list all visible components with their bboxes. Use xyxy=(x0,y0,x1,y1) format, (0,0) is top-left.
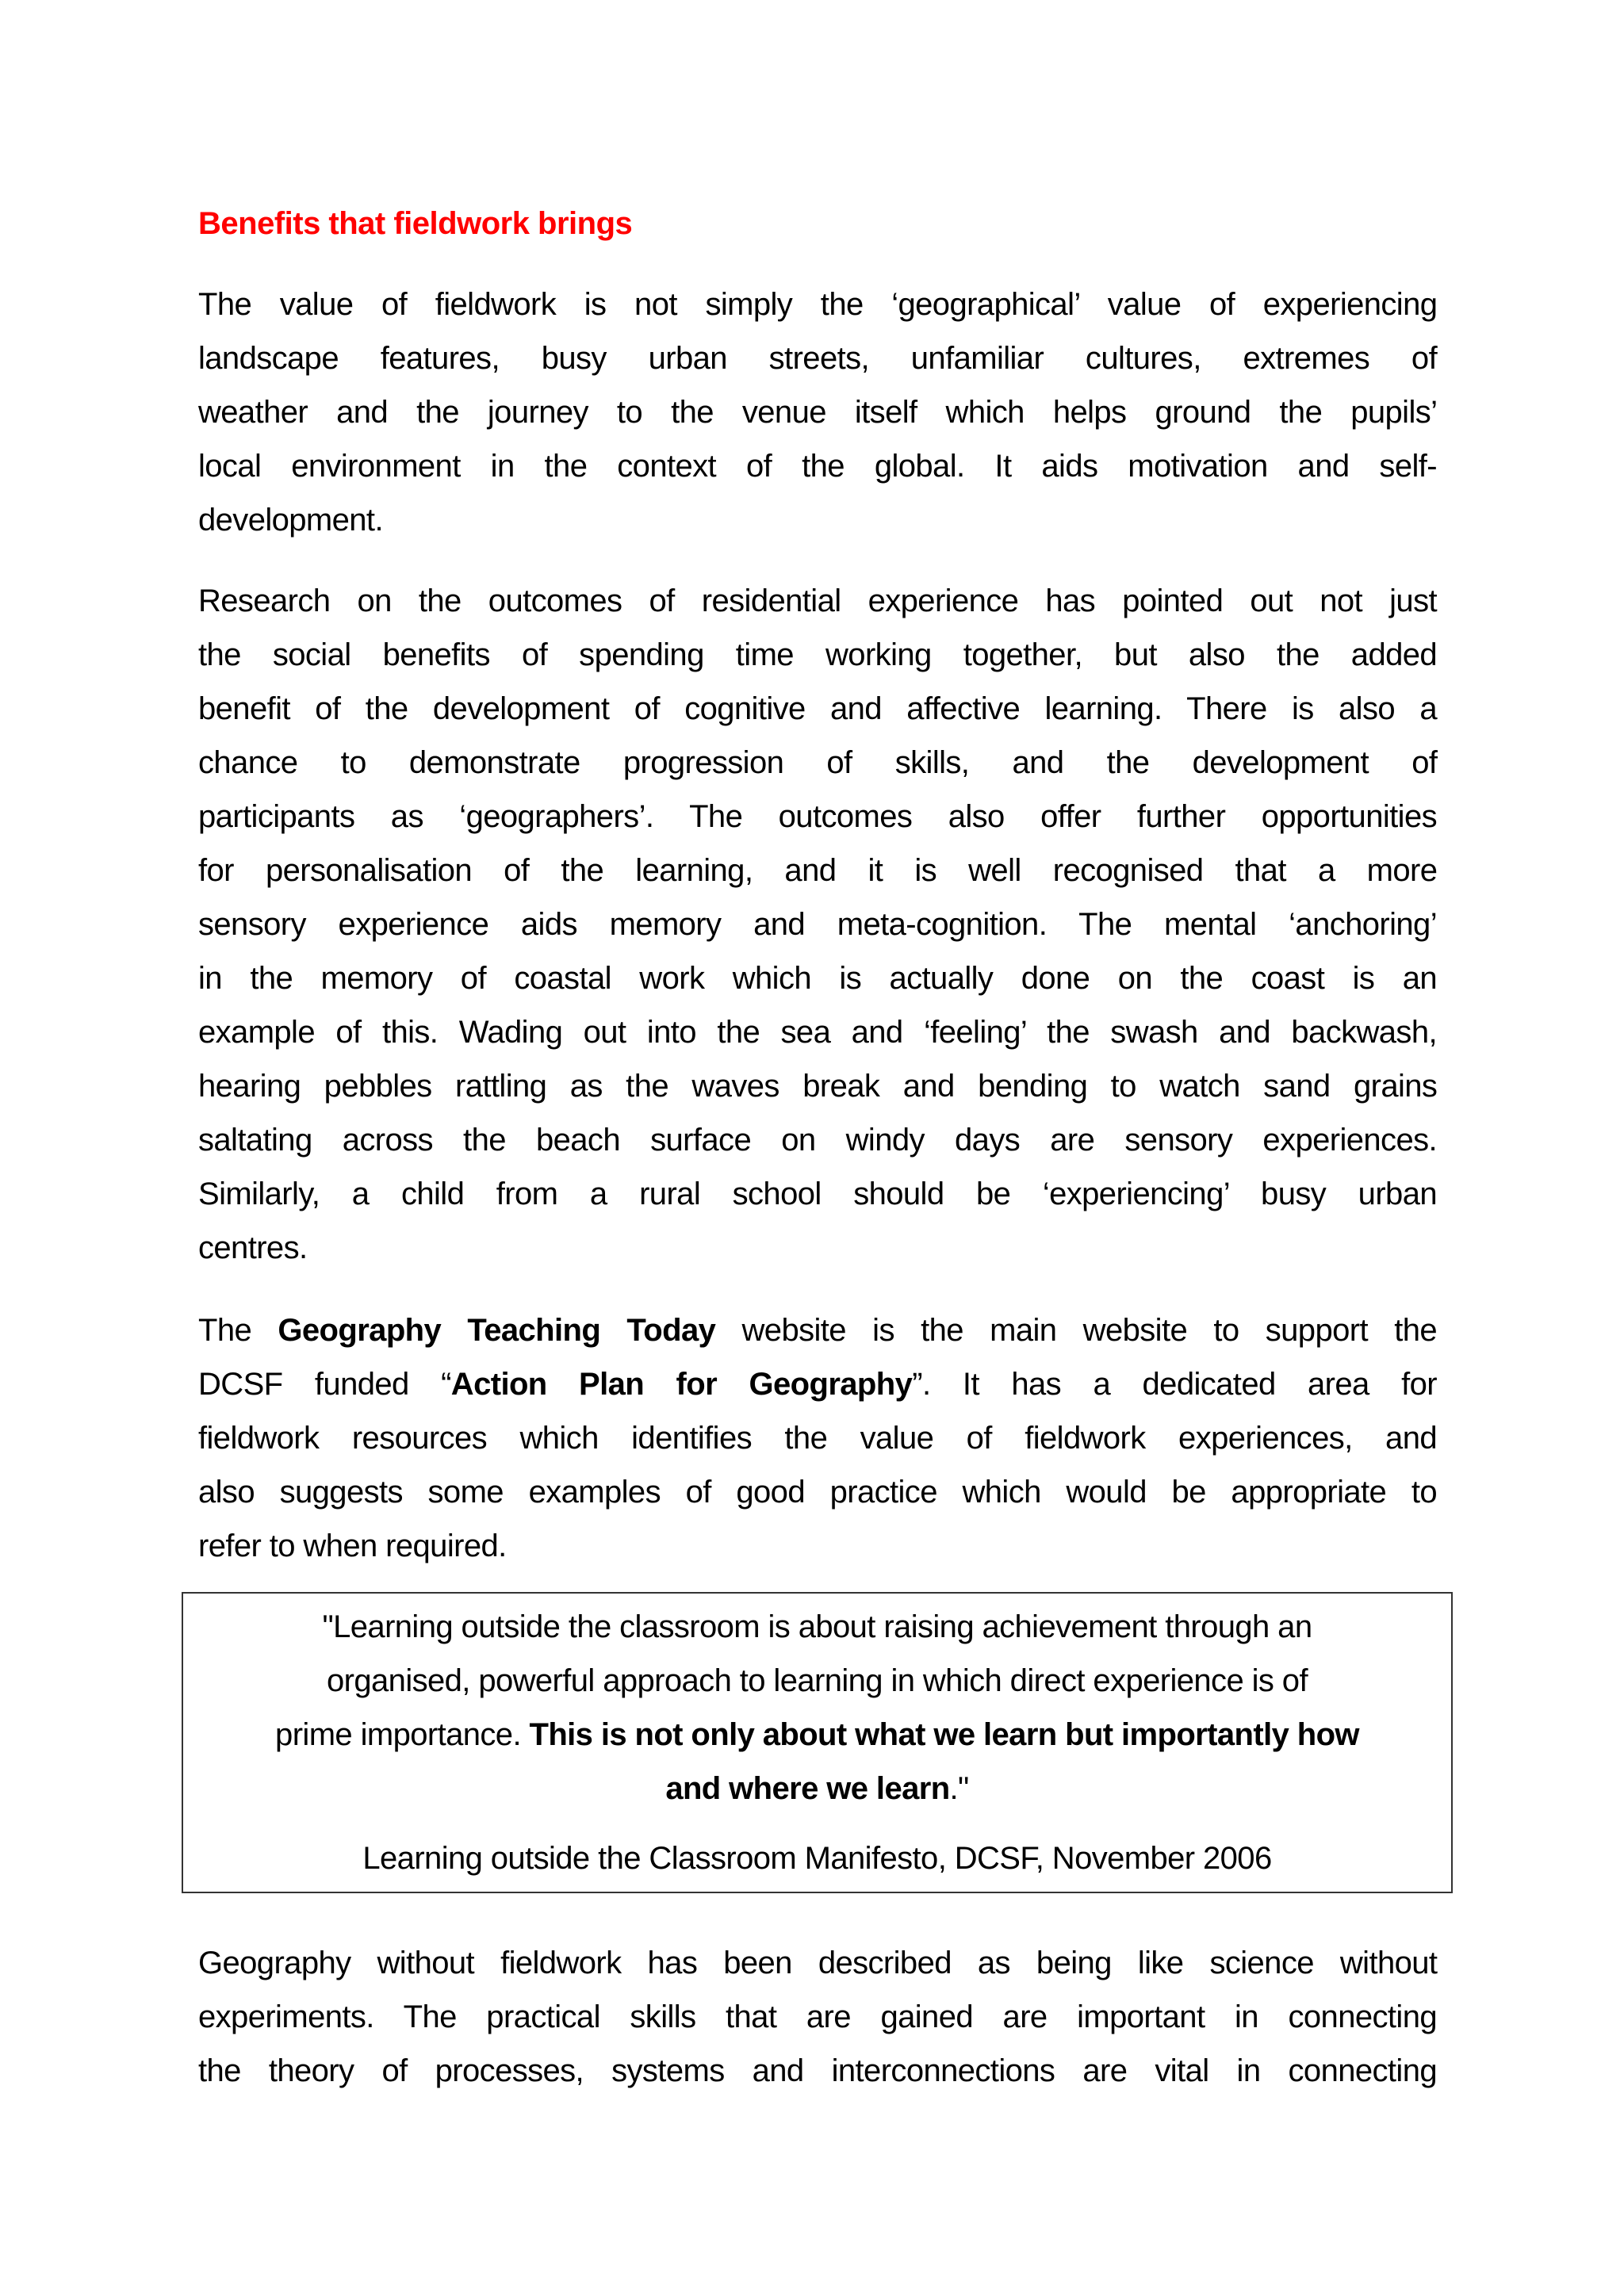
text-line: experiments. The practical skills that are gained are important in connecting xyxy=(198,1999,1437,2034)
text-run: ”. It has a dedicated area for xyxy=(912,1367,1437,1402)
text-line: refer to when required. xyxy=(198,1529,507,1563)
paragraph-geography-teaching-today xyxy=(198,1303,1437,1573)
text-line: in the memory of coastal work which is actually done on the coast is an xyxy=(198,961,1437,996)
paragraph-geography-without-fieldwork xyxy=(198,1936,1437,2098)
text-line: hearing pebbles rattling as the waves break and bending to watch sand grains xyxy=(198,1069,1438,1104)
text-line xyxy=(198,1357,1437,1411)
quote-box xyxy=(182,1592,1453,1893)
quote-line: organised, powerful approach to learning in which direct experience is of xyxy=(327,1663,1308,1698)
quote-source: Learning outside the Classroom Manifesto, DCSF, November 2006 xyxy=(362,1841,1272,1876)
text-line: example of this. Wading out into the sea and ‘feeling’ the swash and backwash, xyxy=(198,1015,1437,1050)
text-line xyxy=(198,1303,1437,1357)
text-line: sensory experience aids memory and meta-cognition. The mental ‘anchoring’ xyxy=(198,907,1437,942)
text-line: centres. xyxy=(198,1230,308,1265)
text-line: for personalisation of the learning, and it is well recognised that a more xyxy=(198,853,1438,888)
paragraph-fieldwork-value xyxy=(198,277,1437,547)
text-run: DCSF funded “ xyxy=(198,1367,451,1402)
text-line: also suggests some examples of good practice which would be appropriate to xyxy=(198,1475,1437,1510)
text-line: saltating across the beach surface on windy days are sensory experiences. xyxy=(198,1123,1437,1158)
text-line: The value of fieldwork is not simply the ‘geographical’ value of experiencing xyxy=(198,287,1438,322)
section-heading: Benefits that fieldwork brings xyxy=(198,206,633,241)
quote-bold-emphasis: This is not only about what we learn but importantly how xyxy=(529,1717,1359,1752)
text-line: local environment in the context of the global. It aids motivation and self- xyxy=(198,449,1437,484)
text-line: participants as ‘geographers’. The outcomes also offer further opportunities xyxy=(198,799,1437,834)
text-line: the social benefits of spending time working together, but also the added xyxy=(198,637,1438,672)
quote-line xyxy=(183,1708,1451,1762)
bold-action-plan: Action Plan for Geography xyxy=(450,1367,913,1402)
text-line: fieldwork resources which identifies the value of fieldwork experiences, and xyxy=(198,1421,1437,1456)
text-line: development. xyxy=(198,503,383,538)
quote-line: "Learning outside the classroom is about raising achievement through an xyxy=(322,1609,1312,1644)
text-line: the theory of processes, systems and interconnections are vital in connecting xyxy=(198,2053,1437,2088)
text-line: chance to demonstrate progression of skills, and the development of xyxy=(198,745,1438,780)
text-line: landscape features, busy urban streets, unfamiliar cultures, extremes of xyxy=(198,341,1438,376)
text-line: Research on the outcomes of residential experience has pointed out not just xyxy=(198,584,1437,618)
text-line: Geography without fieldwork has been described as being like science without xyxy=(198,1946,1438,1980)
text-run: prime importance. xyxy=(275,1717,530,1752)
text-line: benefit of the development of cognitive and affective learning. There is also a xyxy=(198,691,1437,726)
quote-bold-emphasis: and where we learn xyxy=(665,1771,950,1806)
text-run: ." xyxy=(949,1771,969,1806)
text-run: website is the main website to support the xyxy=(715,1313,1438,1348)
text-line: Similarly, a child from a rural school should be ‘experiencing’ busy urban xyxy=(198,1177,1437,1211)
text-line: weather and the journey to the venue itself which helps ground the pupils’ xyxy=(198,395,1438,430)
bold-site-name: Geography Teaching Today xyxy=(278,1313,716,1348)
quote-text xyxy=(183,1600,1451,1816)
paragraph-residential-research xyxy=(198,574,1437,1275)
quote-line xyxy=(183,1762,1451,1816)
text-run: The xyxy=(198,1313,278,1348)
